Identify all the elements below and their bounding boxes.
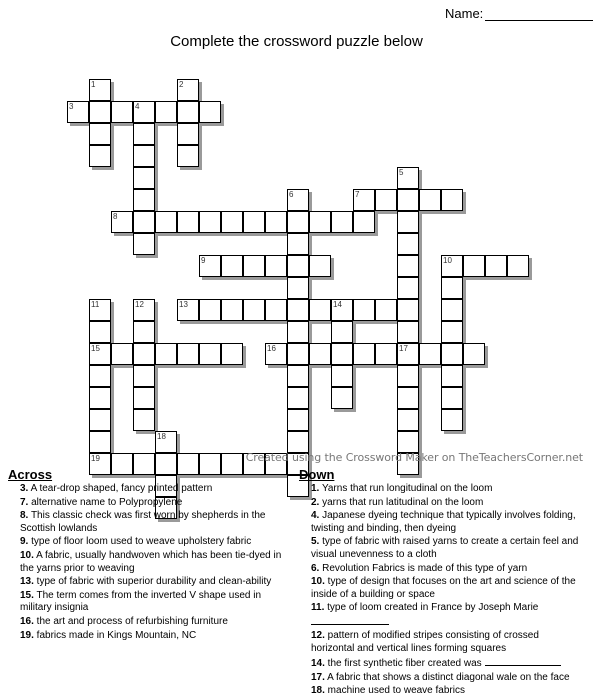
- clue-text: The term comes from the inverted V shape used in military insignia: [20, 589, 262, 614]
- clue-text: Revolution Fabrics is made of this type of yarn: [319, 562, 528, 574]
- down-heading: Down: [299, 467, 335, 482]
- grid-cell[interactable]: [221, 211, 243, 233]
- cell-number: 1: [91, 80, 96, 89]
- cell-number: 9: [201, 256, 206, 265]
- grid-cell[interactable]: [265, 343, 287, 365]
- cell-number: 19: [91, 454, 100, 463]
- grid-cell[interactable]: [67, 101, 89, 123]
- grid-cell[interactable]: [419, 189, 441, 211]
- clue-number: 6.: [311, 562, 320, 574]
- down-clue: [299, 685, 579, 698]
- down-clue: [299, 602, 579, 629]
- grid-cell[interactable]: [375, 299, 397, 321]
- grid-cell[interactable]: [265, 299, 287, 321]
- grid-cell[interactable]: [111, 343, 133, 365]
- grid-cell[interactable]: [353, 211, 375, 233]
- grid-cell[interactable]: [89, 409, 111, 431]
- clue-text: type of fabric with raised yarns to create a certain feel and visual unevenness to a cloth: [311, 536, 579, 560]
- name-label: Name:: [445, 6, 484, 21]
- clue-text: the first synthetic fiber created was: [324, 658, 482, 670]
- clue-number: 17.: [311, 671, 325, 683]
- grid-cell[interactable]: [397, 321, 419, 343]
- grid-cell[interactable]: [331, 211, 353, 233]
- grid-cell[interactable]: [287, 343, 309, 365]
- clue-number: 2.: [311, 496, 320, 508]
- grid-cell[interactable]: [133, 387, 155, 409]
- grid-cell[interactable]: [287, 365, 309, 387]
- clue-text: This classic check was first worn by shepherds in the Scottish lowlands: [20, 510, 266, 534]
- grid-cell[interactable]: [199, 255, 221, 277]
- clue-text: alternative name to Polypropylene: [28, 496, 183, 508]
- grid-cell[interactable]: [199, 343, 221, 365]
- clue-text: A fabric, usually handwoven which has been tie-dyed in the yarns prior to weaving: [20, 549, 282, 574]
- grid-cell[interactable]: [221, 343, 243, 365]
- cell-number: 12: [135, 300, 144, 309]
- grid-cell[interactable]: [133, 343, 155, 365]
- grid-cell[interactable]: [133, 233, 155, 255]
- across-list: [8, 483, 288, 642]
- grid-cell[interactable]: [89, 321, 111, 343]
- cell-number: 2: [179, 80, 184, 89]
- down-clue: [299, 497, 579, 510]
- grid-cell[interactable]: [397, 299, 419, 321]
- clue-text: type of loom created in France by Joseph Marie: [324, 602, 539, 614]
- clue-text: type of floor loom used to weave upholstery fabric: [28, 536, 252, 548]
- down-list: [299, 483, 579, 698]
- grid-cell[interactable]: [397, 431, 419, 453]
- across-clues: [8, 467, 288, 643]
- grid-cell[interactable]: [287, 299, 309, 321]
- clue-text: fabrics made in Kings Mountain, NC: [33, 629, 197, 641]
- grid-cell[interactable]: [133, 101, 155, 123]
- grid-cell[interactable]: [243, 255, 265, 277]
- cell-number: 11: [91, 300, 100, 309]
- clue-number: 14.: [311, 658, 325, 670]
- grid-cell[interactable]: [287, 277, 309, 299]
- grid-cell[interactable]: [463, 255, 485, 277]
- clue-number: 12.: [311, 629, 325, 641]
- grid-cell[interactable]: [89, 299, 111, 321]
- clue-number: 5.: [311, 536, 320, 548]
- clue-text: A fabric that shows a distinct diagonal wale on the face: [324, 671, 570, 683]
- grid-cell[interactable]: [243, 299, 265, 321]
- clue-number: 15.: [20, 589, 34, 601]
- grid-cell[interactable]: [199, 299, 221, 321]
- grid-cell[interactable]: [397, 365, 419, 387]
- grid-cell[interactable]: [265, 255, 287, 277]
- cell-number: 6: [289, 190, 294, 199]
- down-clue: [299, 510, 579, 535]
- grid-cell[interactable]: [353, 189, 375, 211]
- grid-cell[interactable]: [89, 79, 111, 101]
- grid-cell[interactable]: [133, 409, 155, 431]
- grid-cell[interactable]: [133, 299, 155, 321]
- clue-number: 19.: [20, 629, 34, 641]
- grid-cell[interactable]: [89, 365, 111, 387]
- grid-cell[interactable]: [353, 343, 375, 365]
- across-clue: [8, 630, 288, 643]
- clue-number: 18.: [311, 685, 325, 697]
- grid-cell[interactable]: [441, 409, 463, 431]
- grid-cell[interactable]: [441, 255, 463, 277]
- grid-cell[interactable]: [287, 189, 309, 211]
- grid-cell[interactable]: [287, 387, 309, 409]
- grid-cell[interactable]: [353, 299, 375, 321]
- grid-cell[interactable]: [177, 123, 199, 145]
- clue-text: pattern of modified stripes consisting of crossed horizontal and vertical lines forming squares: [311, 629, 539, 654]
- grid-cell[interactable]: [177, 343, 199, 365]
- grid-cell[interactable]: [441, 365, 463, 387]
- grid-cell[interactable]: [155, 431, 177, 453]
- down-clue: [299, 536, 579, 561]
- grid-cell[interactable]: [89, 101, 111, 123]
- grid-cell[interactable]: [133, 211, 155, 233]
- down-clues: [299, 467, 579, 699]
- grid-cell[interactable]: [287, 409, 309, 431]
- grid-cell[interactable]: [397, 343, 419, 365]
- across-clue: [8, 590, 288, 615]
- cell-number: 10: [443, 256, 452, 265]
- grid-cell[interactable]: [89, 145, 111, 167]
- grid-cell[interactable]: [331, 387, 353, 409]
- across-clue: [8, 483, 288, 496]
- grid-cell[interactable]: [309, 211, 331, 233]
- clue-text: A tear-drop shaped, fancy printed pattern: [28, 483, 213, 494]
- grid-cell[interactable]: [463, 343, 485, 365]
- grid-cell[interactable]: [221, 255, 243, 277]
- grid-cell[interactable]: [309, 255, 331, 277]
- grid-cell[interactable]: [309, 343, 331, 365]
- grid-cell[interactable]: [287, 211, 309, 233]
- grid-cell[interactable]: [287, 431, 309, 453]
- grid-cell[interactable]: [441, 277, 463, 299]
- grid-cell[interactable]: [177, 145, 199, 167]
- answer-blank[interactable]: [311, 615, 389, 625]
- grid-cell[interactable]: [199, 211, 221, 233]
- grid-cell[interactable]: [441, 189, 463, 211]
- down-clue: [299, 672, 579, 685]
- grid-cell[interactable]: [177, 211, 199, 233]
- grid-cell[interactable]: [441, 299, 463, 321]
- grid-cell[interactable]: [177, 299, 199, 321]
- grid-cell[interactable]: [331, 343, 353, 365]
- cell-number: 15: [91, 344, 100, 353]
- down-clue: [299, 563, 579, 576]
- clue-number: 13.: [20, 576, 34, 588]
- grid-cell[interactable]: [397, 387, 419, 409]
- clue-text: yarns that run latitudinal on the loom: [319, 496, 484, 508]
- clue-number: 7.: [20, 496, 29, 508]
- grid-cell[interactable]: [133, 321, 155, 343]
- grid-cell[interactable]: [89, 123, 111, 145]
- cell-number: 18: [157, 432, 166, 441]
- grid-cell[interactable]: [133, 189, 155, 211]
- cell-number: 5: [399, 168, 404, 177]
- grid-cell[interactable]: [309, 299, 331, 321]
- down-clue: [299, 656, 579, 671]
- clue-text: machine used to weave fabrics: [324, 685, 465, 697]
- clue-text: type of fabric with superior durability and clean-ability: [33, 576, 272, 588]
- grid-cell[interactable]: [199, 101, 221, 123]
- clue-number: 3.: [20, 483, 29, 494]
- grid-cell[interactable]: [155, 211, 177, 233]
- grid-cell[interactable]: [375, 189, 397, 211]
- grid-cell[interactable]: [177, 101, 199, 123]
- cell-number: 4: [135, 102, 140, 111]
- down-clue: [299, 630, 579, 655]
- grid-cell[interactable]: [287, 321, 309, 343]
- answer-blank[interactable]: [485, 656, 561, 666]
- grid-cell[interactable]: [111, 101, 133, 123]
- cell-number: 7: [355, 190, 360, 199]
- cell-number: 3: [69, 102, 74, 111]
- across-clue: [8, 497, 288, 510]
- grid-cell[interactable]: [485, 255, 507, 277]
- grid-cell[interactable]: [397, 211, 419, 233]
- clue-text: type of design that focuses on the art and science of the inside of a building or space: [311, 576, 576, 600]
- grid-cell[interactable]: [331, 321, 353, 343]
- grid-cell[interactable]: [243, 211, 265, 233]
- grid-cell[interactable]: [287, 233, 309, 255]
- grid-cell[interactable]: [89, 343, 111, 365]
- grid-cell[interactable]: [133, 145, 155, 167]
- grid-cell[interactable]: [331, 365, 353, 387]
- grid-cell[interactable]: [441, 343, 463, 365]
- across-heading: Across: [8, 467, 53, 482]
- grid-cell[interactable]: [507, 255, 529, 277]
- grid-cell[interactable]: [265, 211, 287, 233]
- clue-number: 11.: [311, 602, 325, 614]
- across-clue: [8, 616, 288, 629]
- across-clue: [8, 576, 288, 589]
- grid-cell[interactable]: [133, 123, 155, 145]
- clue-number: 16.: [20, 615, 34, 627]
- grid-cell[interactable]: [397, 277, 419, 299]
- grid-cell[interactable]: [441, 387, 463, 409]
- credit-text: Created using the Crossword Maker on TheTeachersCorner.net: [245, 451, 583, 464]
- grid-cell[interactable]: [375, 343, 397, 365]
- grid-cell[interactable]: [441, 321, 463, 343]
- clue-number: 4.: [311, 510, 320, 522]
- grid-cell[interactable]: [397, 409, 419, 431]
- cell-number: 14: [333, 300, 342, 309]
- clue-number: 9.: [20, 536, 29, 548]
- clue-number: 1.: [311, 483, 320, 494]
- grid-cell[interactable]: [397, 167, 419, 189]
- grid-cell[interactable]: [89, 431, 111, 453]
- clue-text: the art and process of refurbishing furniture: [33, 615, 228, 627]
- cell-number: 17: [399, 344, 408, 353]
- page-title: Complete the crossword puzzle below: [170, 33, 423, 50]
- grid-cell[interactable]: [133, 167, 155, 189]
- across-clue: [8, 550, 288, 575]
- grid-cell[interactable]: [397, 233, 419, 255]
- across-clue: [8, 536, 288, 549]
- down-clue: [299, 576, 579, 601]
- grid-cell[interactable]: [133, 365, 155, 387]
- grid-cell[interactable]: [221, 299, 243, 321]
- grid-cell[interactable]: [397, 189, 419, 211]
- grid-cell[interactable]: [155, 101, 177, 123]
- grid-cell[interactable]: [397, 255, 419, 277]
- clue-number: 8.: [20, 510, 29, 522]
- cell-number: 16: [267, 344, 276, 353]
- down-clue: [299, 483, 579, 496]
- clue-number: 10.: [311, 576, 325, 588]
- grid-cell[interactable]: [331, 299, 353, 321]
- cell-number: 8: [113, 212, 118, 221]
- cell-number: 13: [179, 300, 188, 309]
- grid-cell[interactable]: [177, 79, 199, 101]
- grid-cell[interactable]: [419, 343, 441, 365]
- clue-text: Japanese dyeing technique that typically involves folding, twisting and binding, then dyeing: [311, 510, 576, 534]
- grid-cell[interactable]: [89, 387, 111, 409]
- clue-number: 10.: [20, 549, 34, 561]
- grid-cell[interactable]: [287, 255, 309, 277]
- clue-text: Yarns that run longitudinal on the loom: [319, 483, 493, 494]
- across-clue: [8, 510, 288, 535]
- grid-cell[interactable]: [155, 343, 177, 365]
- grid-cell[interactable]: [111, 211, 133, 233]
